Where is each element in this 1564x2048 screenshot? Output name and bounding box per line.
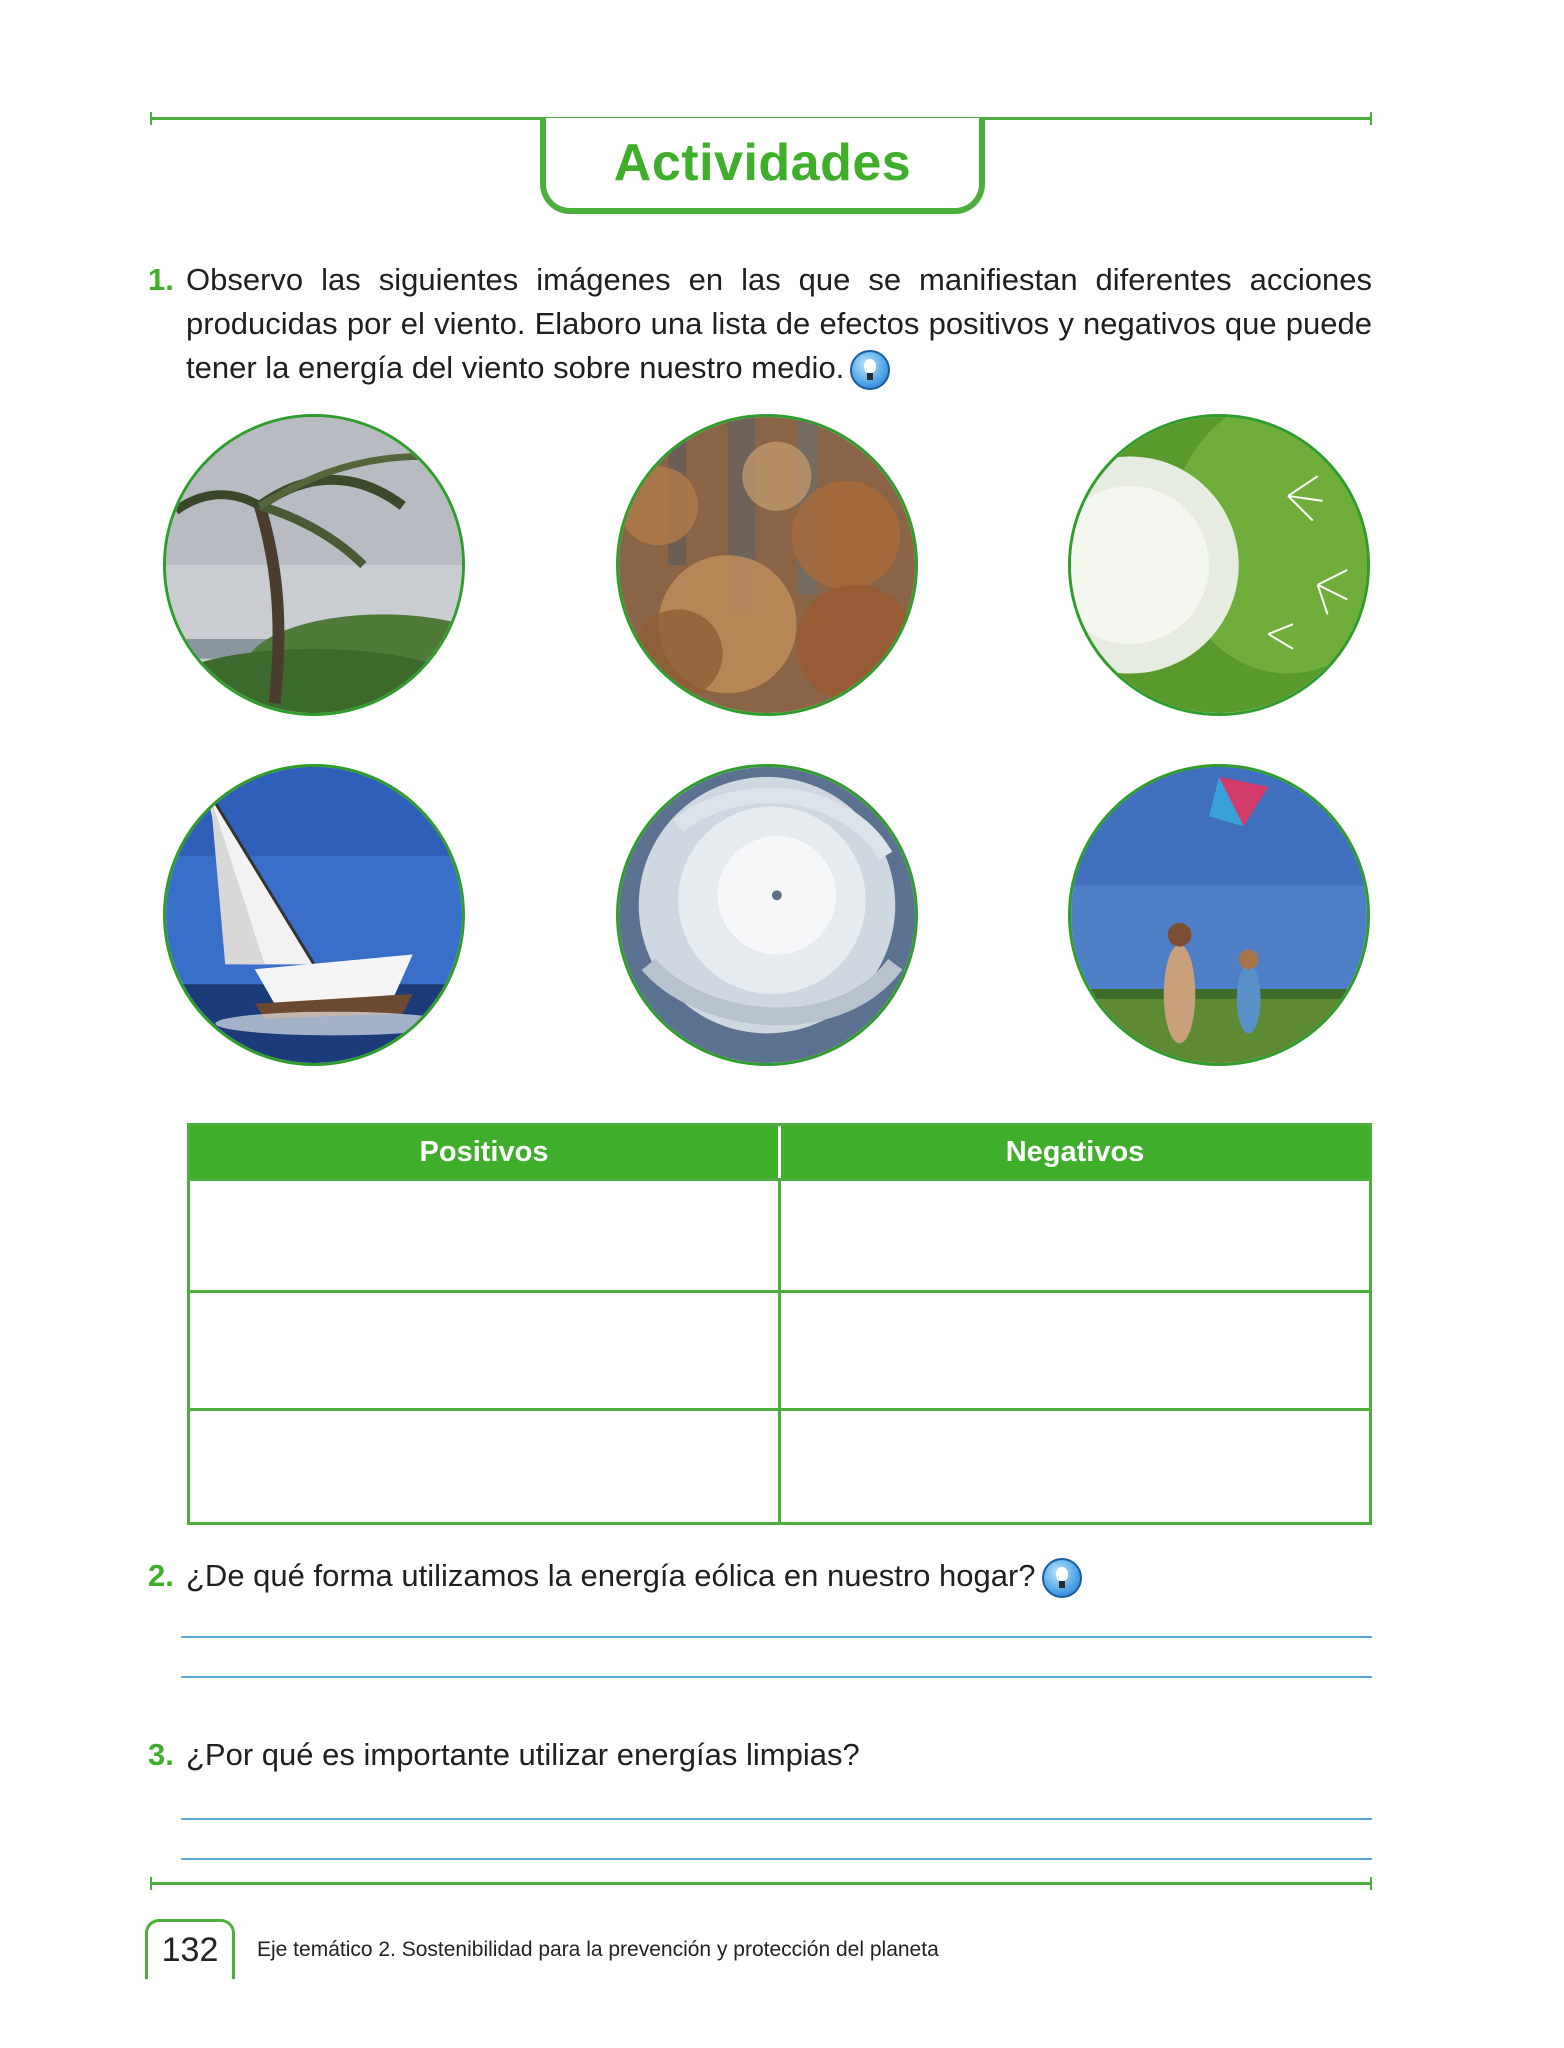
- answer-line[interactable]: [181, 1636, 1372, 1638]
- answer-line[interactable]: [181, 1858, 1372, 1860]
- page-number: 132: [145, 1919, 235, 1979]
- cell-positivo-3[interactable]: [190, 1411, 781, 1522]
- header-positivos: Positivos: [190, 1126, 781, 1178]
- table-header: [190, 1126, 1369, 1178]
- answer-line[interactable]: [181, 1676, 1372, 1678]
- photo-hurricane: [616, 764, 918, 1066]
- question-3: [148, 1733, 1372, 1783]
- footer-caption: Eje temático 2. Sostenibilidad para la prevención y protección del planeta: [257, 1938, 939, 1961]
- question-text: Observo las siguientes imágenes en las que se manifiestan diferentes acciones producidas por el viento. Elaboro una lista de efectos positivos y negativos que puede tener la energía del viento sobre nuestro medio.: [186, 258, 1372, 390]
- question-text: ¿De qué forma utilizamos la energía eólica en nuestro hogar?: [186, 1554, 1372, 1598]
- question-number: 1.: [148, 262, 174, 297]
- table-row: [190, 1290, 1369, 1408]
- cell-negativo-1[interactable]: [781, 1181, 1369, 1290]
- question-number: 2.: [148, 1558, 174, 1593]
- question-number: 3.: [148, 1737, 174, 1772]
- photo-blowing-leaves: [616, 414, 918, 716]
- cell-negativo-3[interactable]: [781, 1411, 1369, 1522]
- title-tab: [540, 118, 985, 214]
- bottom-rule: [150, 1882, 1372, 1885]
- page-title: Actividades: [613, 134, 912, 192]
- photo-palm-tree-wind: [163, 414, 465, 716]
- question-2: [148, 1554, 1372, 1604]
- lightbulb-hint-icon[interactable]: [850, 350, 890, 390]
- effects-table: [187, 1123, 1372, 1525]
- cell-negativo-2[interactable]: [781, 1293, 1369, 1408]
- photo-sailboat: [163, 764, 465, 1066]
- cell-positivo-1[interactable]: [190, 1181, 781, 1290]
- header-negativos: Negativos: [1005, 1135, 1145, 1168]
- photo-kite-children: [1068, 764, 1370, 1066]
- lightbulb-hint-icon[interactable]: [1042, 1558, 1082, 1598]
- question-text: ¿Por qué es importante utilizar energías limpias?: [186, 1737, 860, 1772]
- table-row: [190, 1178, 1369, 1290]
- question-1: [148, 258, 1372, 390]
- cell-positivo-2[interactable]: [190, 1293, 781, 1408]
- answer-line[interactable]: [181, 1818, 1372, 1820]
- photo-dandelion-seeds: [1068, 414, 1370, 716]
- table-row: [190, 1408, 1369, 1522]
